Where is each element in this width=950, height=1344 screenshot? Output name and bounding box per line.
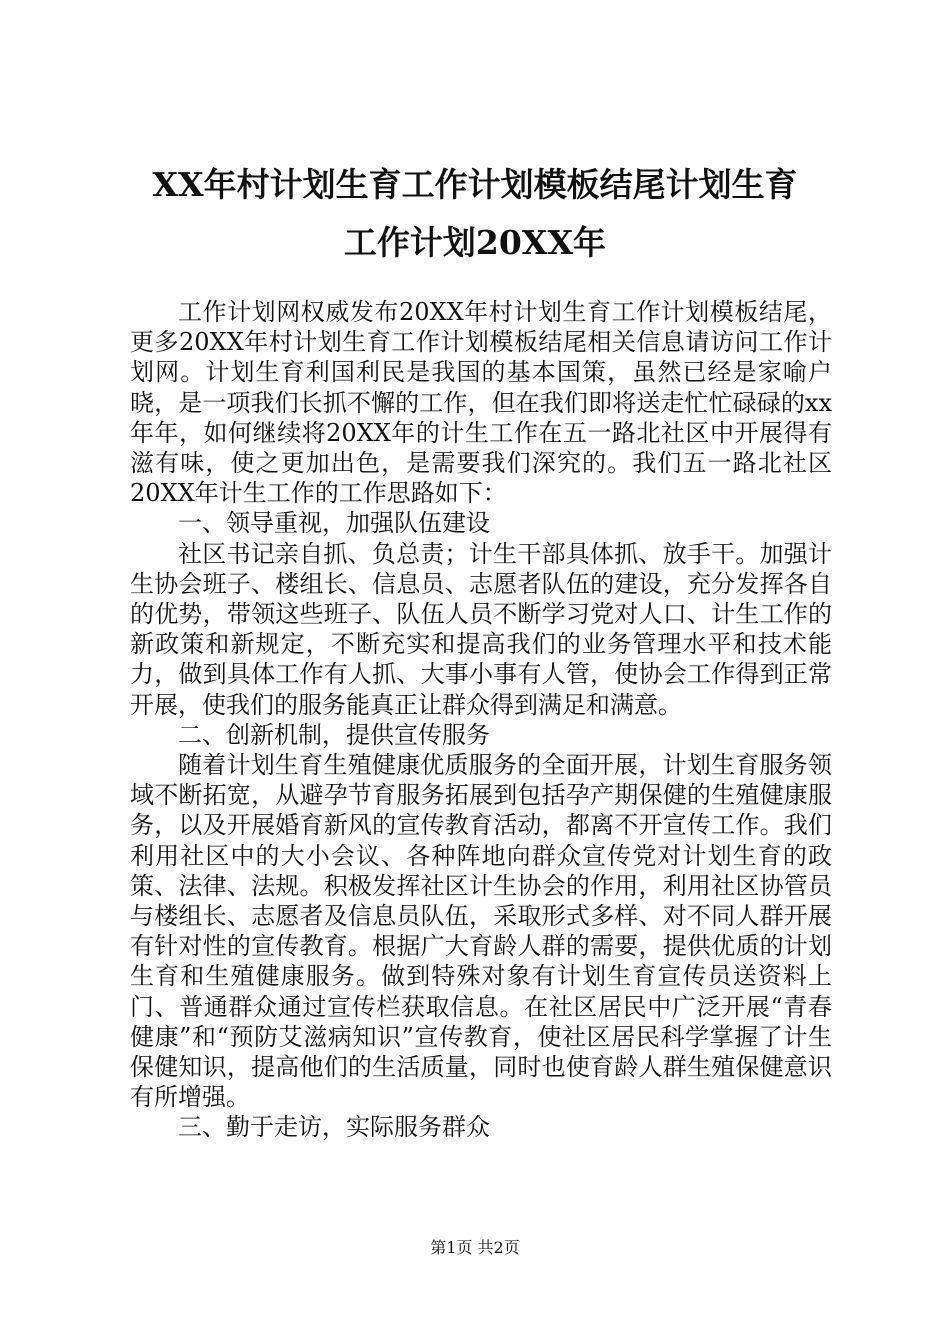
title-line-2: 工作计划20XX年 xyxy=(343,223,607,262)
section-paragraph-1: 社区书记亲自抓、负总责；计生干部具体抓、放手干。加强计生协会班子、楼组长、信息员、志愿者队伍的建设，充分发挥各自的优势，带领这些班子、队伍人员不断学习党对人口、计生工作的新政策和新规定，不断充实和提高我们的业务管理水平和技术能力，做到具体工作有人抓、大事小事有人管，使协会工作得到正常开展，使我们的服务能真正让群众得到满足和满意。 xyxy=(130,539,832,719)
intro-paragraph: 工作计划网权威发布20XX年村计划生育工作计划模板结尾，更多20XX年村计划生育工作计划模板结尾相关信息请访问工作计划网。计划生育利国利民是我国的基本国策，虽然已经是家喻户晓，是一项我们长抓不懈的工作，但在我们即将送走忙忙碌碌的xx年年，如何继续将20XX年的计生工作在五一路北社区中开展得有滋有味，使之更加出色，是需要我们深究的。我们五一路北社区20XX年计生工作的工作思路如下： xyxy=(130,298,832,508)
title-line-1: XX年村计划生育工作计划模板结尾计划生育 xyxy=(152,165,798,204)
section-paragraph-2: 随着计划生育生殖健康优质服务的全面开展，计划生育服务领域不断拓宽，从避孕节育服务拓展到包括孕产期保健的生殖健康服务，以及开展婚育新风的宣传教育活动，都离不开宣传工作。我们利用社区中的大小会议、各种阵地向群众宣传党对计划生育的政策、法律、法规。积极发挥社区计生协会的作用，利用社区协管员与楼组长、志愿者及信息员队伍，采取形式多样、对不同人群开展有针对性的宣传教育。根据广大育龄人群的需要，提供优质的计划生育和生殖健康服务。做到特殊对象有计划生育宣传员送资料上门、普通群众通过宣传栏获取信息。在社区居民中广泛开展“青春健康”和“预防艾滋病知识”宣传教育，使社区居民科学掌握了计生保健知识，提高他们的生活质量，同时也使育龄人群生殖保健意识有所增强。 xyxy=(130,751,832,1112)
section-heading-1: 一、领导重视，加强队伍建设 xyxy=(178,509,490,538)
page-number: 第1页 共2页 xyxy=(430,1238,520,1257)
section-heading-3: 三、勤于走访，实际服务群众 xyxy=(178,1113,490,1142)
document-body xyxy=(130,297,832,1143)
document-title xyxy=(110,156,840,272)
section-heading-2: 二、创新机制，提供宣传服务 xyxy=(178,720,490,749)
page-footer xyxy=(0,1238,950,1258)
